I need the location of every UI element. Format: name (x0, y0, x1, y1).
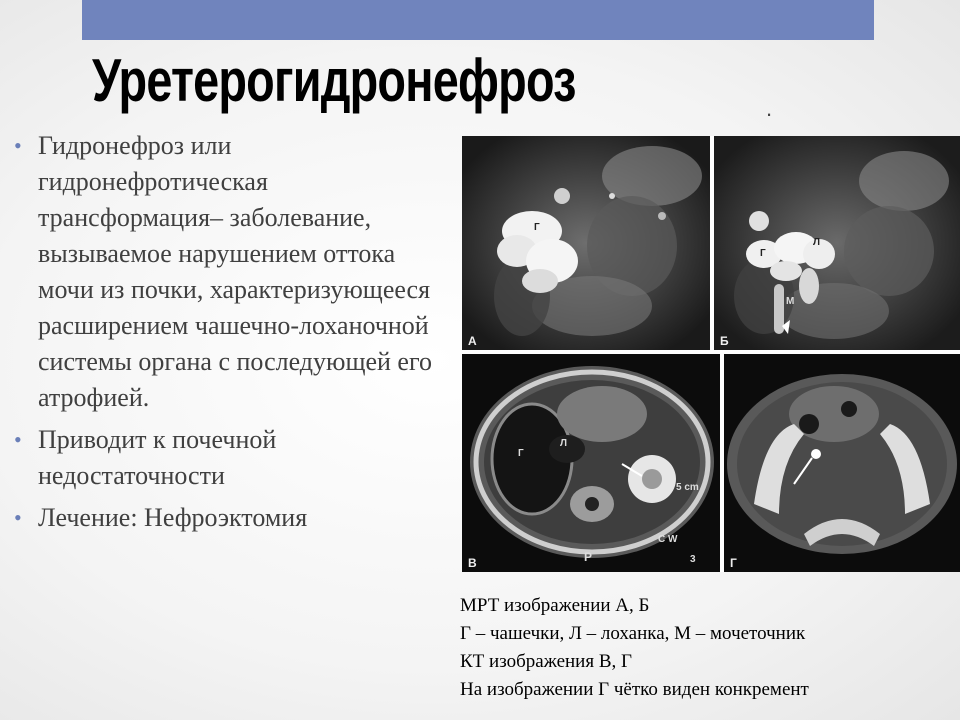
caption-line: На изображении Г чётко виден конкремент (460, 679, 809, 700)
label-p: P (584, 550, 593, 564)
mri-panel-b (714, 136, 960, 350)
figure-caption (460, 592, 940, 704)
panel-letter-v: В (468, 556, 477, 570)
label-scale: 5 cm (676, 482, 699, 493)
bullet-text: Приводит к почечной недостаточности (38, 425, 277, 490)
caption-line: МРТ изображении А, Б (460, 595, 650, 616)
bullet-text: Лечение: Нефроэктомия (38, 503, 308, 532)
bullet-item (14, 422, 454, 494)
ct-image-g (724, 354, 960, 572)
title-dot: . (766, 96, 773, 121)
medical-image-figure (462, 136, 960, 572)
ct-panel-g (724, 354, 960, 572)
mri-panel-a (462, 136, 710, 350)
panel-letter-a: А (468, 334, 477, 348)
bullet-dot-icon: • (14, 133, 22, 158)
bullet-dot-icon: • (14, 427, 22, 452)
bullet-item (14, 500, 454, 536)
bullet-list (14, 128, 454, 542)
label-g: Г (534, 222, 540, 233)
label-l: Л (560, 438, 568, 449)
bullet-text: Гидронефроз или гидронефротическая трансформация– заболевание, вызываемое нарушением оттока мочи из почки, характеризующееся расширением чашечно-лоханочной системы органа с последующей его атрофией. (38, 131, 432, 412)
mri-image-b (714, 136, 960, 350)
label-g: Г (518, 448, 524, 459)
slide-title: Уретерогидронефроз (92, 47, 576, 114)
label-num: 3 (690, 554, 696, 565)
mri-image-a (462, 136, 710, 350)
ct-image-v (462, 354, 720, 572)
panel-letter-b: Б (720, 334, 729, 348)
label-m: М (786, 296, 795, 307)
caption-line: КТ изображения В, Г (460, 651, 632, 672)
caption-line: Г – чашечки, Л – лоханка, М – мочеточник (460, 623, 806, 644)
label-l: Л (813, 237, 821, 248)
label-cw: C W (658, 534, 678, 545)
bullet-item (14, 128, 454, 416)
panel-letter-g: Г (730, 556, 737, 570)
label-g: Г (760, 248, 766, 259)
ct-panel-v (462, 354, 720, 572)
bullet-dot-icon: • (14, 505, 22, 530)
top-accent-bar (82, 0, 874, 40)
